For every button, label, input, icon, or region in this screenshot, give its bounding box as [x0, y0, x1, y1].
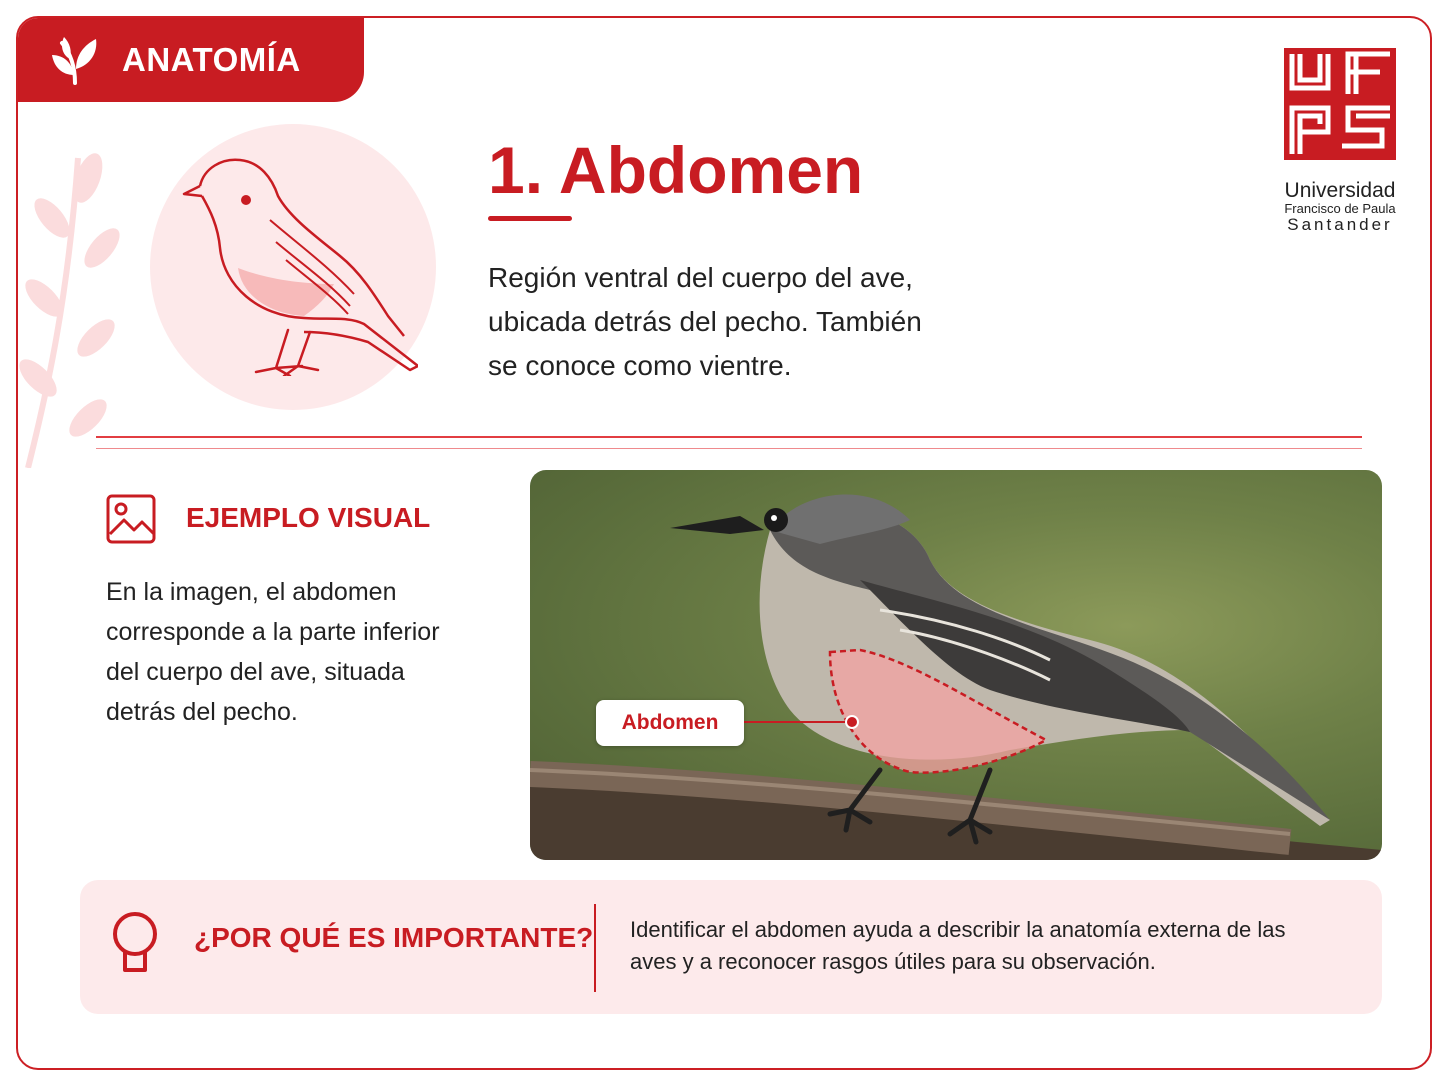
importance-panel: [80, 880, 1382, 1014]
logo-mark-text: UFPS: [1282, 46, 1285, 47]
section-tag-label: ANATOMÍA: [122, 41, 301, 78]
leaf-icon: [48, 33, 102, 87]
importance-divider: [594, 904, 596, 992]
title-underline: [488, 216, 572, 221]
university-logo: [1282, 46, 1398, 235]
content-card: [16, 16, 1432, 1070]
magnifier-icon: [110, 910, 160, 980]
importance-title: ¿POR QUÉ ES IMPORTANTE?: [194, 922, 594, 953]
logo-line-2: Francisco de Paula: [1284, 201, 1396, 217]
bird-photo: [530, 470, 1382, 860]
example-title: EJEMPLO VISUAL: [186, 502, 431, 533]
logo-line-1: Universidad: [1284, 179, 1396, 202]
importance-text: Identificar el abdomen ayuda a describir la anatomía externa de las aves y a reconocer rasgos útiles para su observación.: [630, 917, 1286, 974]
ufps-logo-mark: [1282, 46, 1398, 162]
decorative-branch-icon: [18, 138, 128, 468]
abdomen-callout-label: Abdomen: [596, 700, 744, 746]
logo-line-3: Santander: [1287, 215, 1393, 235]
definition-text: Región ventral del cuerpo del ave, ubicada detrás del pecho. También se conoce como vientre.: [488, 262, 922, 381]
section-divider: [96, 436, 1362, 438]
bird-photo-drawing: [530, 470, 1382, 860]
page-title: 1. Abdomen: [488, 133, 864, 207]
image-icon: [106, 494, 156, 544]
example-text: En la imagen, el abdomen corresponde a la parte inferior del cuerpo del ave, situada detrás del pecho.: [106, 578, 440, 726]
section-divider-secondary: [96, 448, 1362, 449]
bird-outline-icon: [178, 156, 418, 376]
section-tag: [18, 18, 364, 102]
